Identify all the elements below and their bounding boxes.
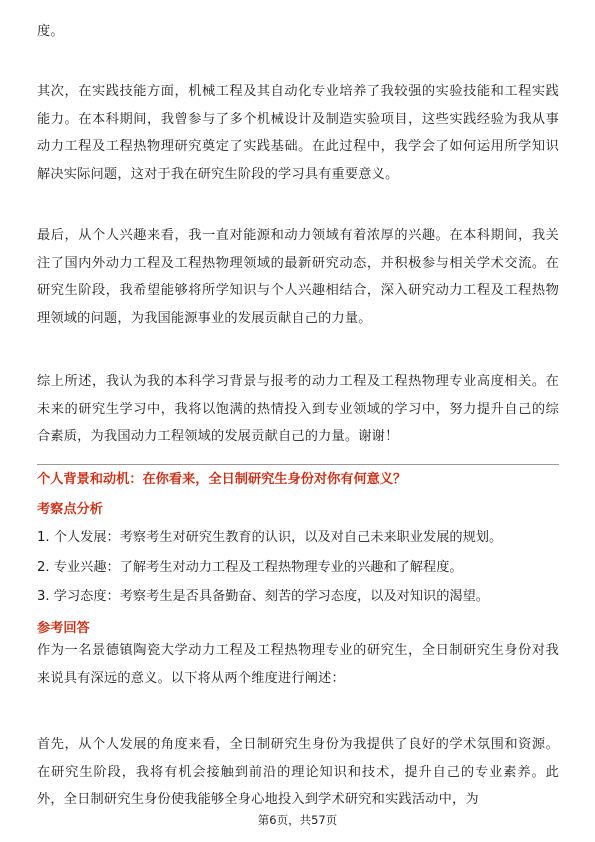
paragraph-conclusion: 综上所述，我认为我的本科学习背景与报考的动力工程及工程热物理专业高度相关。在未来的研究生学习中，我将以饱满的热情投入到专业领域的学习中，努力提升自己的综合素质，为我国动力工程领域的发展贡献自己的力量。谢谢！ <box>37 374 559 444</box>
page-footer: 第6页，共57页 <box>257 813 338 827</box>
paragraph-personal-interest: 最后，从个人兴趣来看，我一直对能源和动力领域有着浓厚的兴趣。在本科期间，我关注了国内外动力工程及工程热物理领域的最新研究动态，并积极参与相关学术交流。在研究生阶段，我希望能够将所学知识与个人兴趣相结合，深入研究动力工程及工程热物理领域的问题，为我国能源事业的发展贡献自己的力量。 <box>37 228 559 326</box>
analysis-item: 3. 学习态度：考察考生是否具备勤奋、刻苦的学习态度，以及对知识的渴望。 <box>37 589 489 604</box>
question-title: 个人背景和动机：在你看来，全日制研究生身份对你有何意义？ <box>37 472 407 487</box>
answer-heading: 参考回答 <box>37 621 90 636</box>
analysis-item: 2. 专业兴趣：了解考生对动力工程及工程热物理专业的兴趣和了解程度。 <box>37 560 463 575</box>
paragraph-continuation: 度。 <box>37 24 64 39</box>
section-divider <box>37 464 559 465</box>
answer-paragraph: 作为一名景德镇陶瓷大学动力工程及工程热物理专业的研究生，全日制研究生身份对我来说具有深远的意义。以下将从两个维度进行阐述： <box>37 643 559 686</box>
analysis-heading: 考察点分析 <box>37 502 103 517</box>
answer-paragraph: 首先，从个人发展的角度来看，全日制研究生身份为我提供了良好的学术氛围和资源。在研究生阶段，我将有机会接触到前沿的理论知识和技术，提升自己的专业素养。此外，全日制研究生身份使我能够全身心地投入到学术研究和实践活动中，为 <box>37 737 559 807</box>
analysis-item: 1. 个人发展：考察考生对研究生教育的认识，以及对自己未来职业发展的规划。 <box>37 530 503 545</box>
paragraph-practical-skills: 其次，在实践技能方面，机械工程及其自动化专业培养了我较强的实验技能和工程实践能力。在本科期间，我曾参与了多个机械设计及制造实验项目，这些实践经验为我从事动力工程及工程热物理研究奠定了实践基础。在此过程中，我学会了如何运用所学知识解决实际问题，这对于我在研究生阶段的学习具有重要意义。 <box>37 84 559 182</box>
